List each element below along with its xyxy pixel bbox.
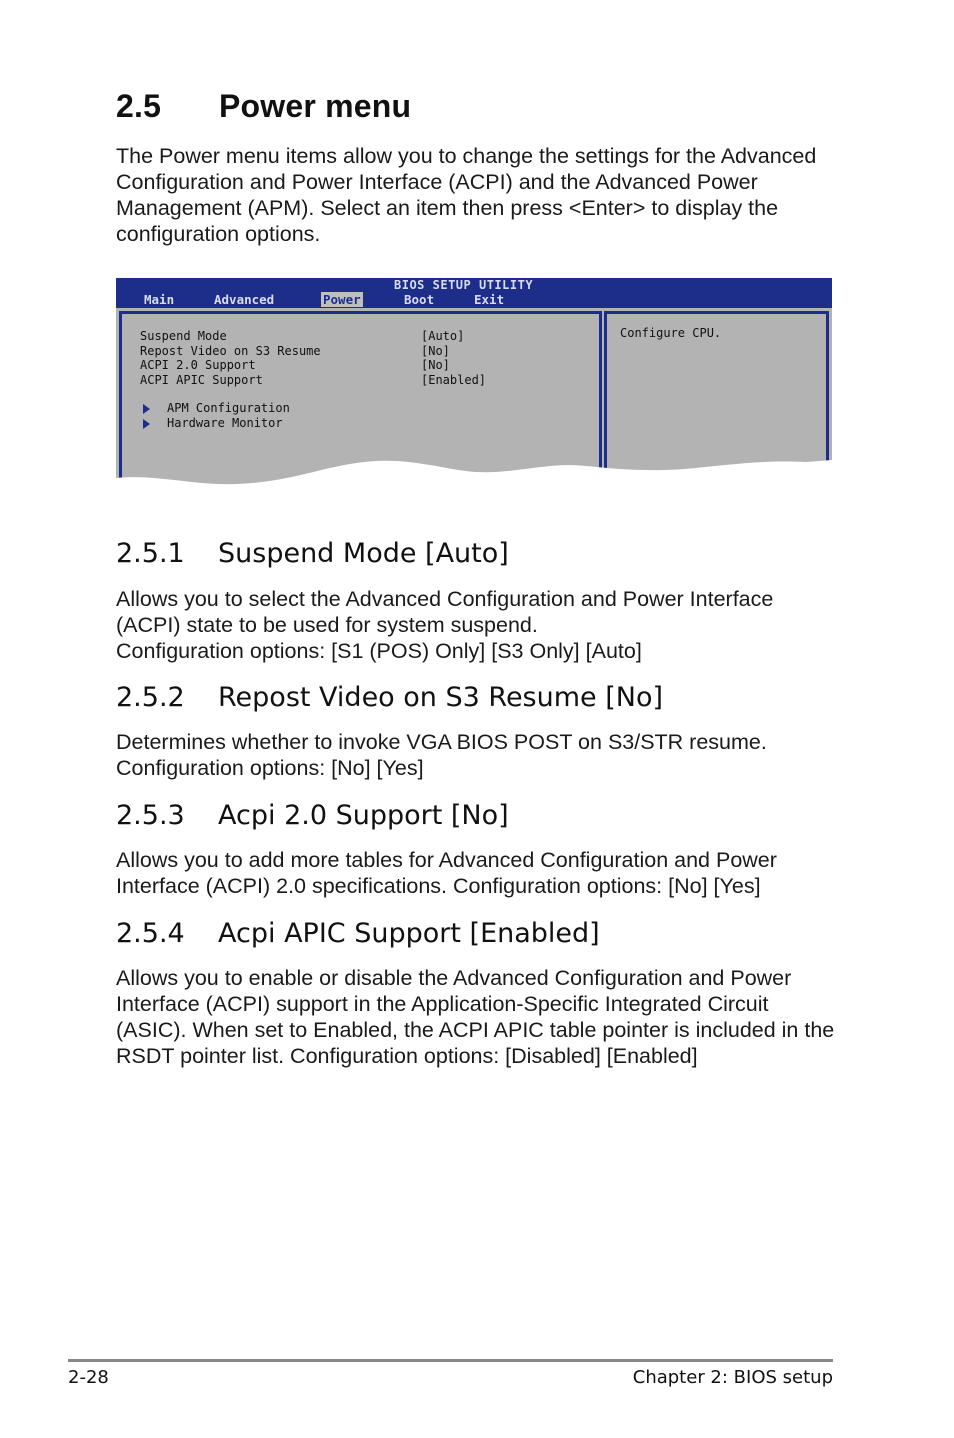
bios-item-label[interactable]: Suspend Mode (140, 329, 227, 343)
subsection-paragraph (116, 847, 836, 899)
paragraph-line: Configuration options: [No] [Yes] (116, 756, 424, 780)
bios-item-value[interactable]: [No] (421, 358, 450, 372)
subsection-heading (116, 800, 509, 831)
bios-tab-exit[interactable]: Exit (474, 292, 505, 307)
page-title (116, 88, 411, 125)
section-number: 2.5 (116, 88, 162, 124)
bios-tab-power[interactable]: Power (323, 292, 361, 307)
subsection-paragraph (116, 729, 836, 781)
subsection-number: 2.5.1 (116, 538, 185, 569)
paragraph-line: (ACPI) state to be used for system suspend. (116, 613, 538, 637)
page-number: 2-28 (68, 1367, 109, 1388)
bios-submenu-apm[interactable]: APM Configuration (167, 401, 290, 415)
bios-item-value[interactable]: [Enabled] (421, 372, 487, 387)
subsection-heading (116, 682, 663, 713)
chapter-label: Chapter 2: BIOS setup (632, 1367, 833, 1388)
intro-line: Configuration and Power Interface (ACPI) and the Advanced Power (116, 170, 758, 194)
paragraph-line: Configuration options: [S1 (POS) Only] [S3 Only] [Auto] (116, 639, 642, 663)
subsection-heading (116, 538, 509, 569)
subsection-paragraph (116, 586, 836, 664)
subsection-title: Acpi APIC Support [Enabled] (218, 918, 600, 949)
subsection-number: 2.5.4 (116, 918, 185, 949)
intro-paragraph (116, 143, 836, 247)
subsection-number: 2.5.2 (116, 682, 185, 713)
bios-item-label[interactable]: ACPI 2.0 Support (140, 358, 256, 372)
bios-help-text: Configure CPU. (620, 326, 722, 340)
paragraph-line: Interface (ACPI) 2.0 specifications. Configuration options: [No] [Yes] (116, 874, 761, 898)
bios-item-label[interactable]: ACPI APIC Support (140, 372, 263, 387)
bios-item-value[interactable]: [No] (421, 343, 450, 358)
submenu-arrow-icon (143, 404, 150, 414)
bios-screenshot (116, 278, 832, 506)
paragraph-line: Interface (ACPI) support in the Application-Specific Integrated Circuit (116, 992, 769, 1016)
footer-divider (68, 1359, 833, 1362)
intro-line: Management (APM). Select an item then press <Enter> to display the (116, 196, 779, 220)
paragraph-line: Allows you to select the Advanced Configuration and Power Interface (116, 587, 774, 611)
subsection-number: 2.5.3 (116, 800, 185, 831)
torn-edge (116, 456, 832, 506)
paragraph-line: (ASIC). When set to Enabled, the ACPI APIC table pointer is included in the (116, 1018, 835, 1042)
bios-tab-boot[interactable]: Boot (404, 292, 435, 307)
bios-item-label[interactable]: Repost Video on S3 Resume (140, 343, 321, 358)
bios-item-value[interactable]: [Auto] (421, 329, 465, 343)
bios-header (116, 278, 832, 308)
bios-tab-main[interactable]: Main (144, 292, 175, 307)
paragraph-line: RSDT pointer list. Configuration options: [Disabled] [Enabled] (116, 1044, 698, 1068)
bios-title: BIOS SETUP UTILITY (394, 278, 534, 292)
paragraph-line: Determines whether to invoke VGA BIOS POST on S3/STR resume. (116, 730, 767, 754)
subsection-title: Suspend Mode [Auto] (218, 538, 509, 569)
paragraph-line: Allows you to add more tables for Advanced Configuration and Power (116, 848, 777, 872)
subsection-title: Acpi 2.0 Support [No] (218, 800, 509, 831)
bios-tab-advanced[interactable]: Advanced (214, 292, 275, 307)
submenu-arrow-icon (143, 419, 150, 429)
section-title: Power menu (219, 88, 412, 124)
subsection-title: Repost Video on S3 Resume [No] (218, 682, 664, 713)
subsection-heading (116, 918, 600, 949)
paragraph-line: Allows you to enable or disable the Advanced Configuration and Power (116, 966, 792, 990)
bios-submenu-hardware-monitor[interactable]: Hardware Monitor (167, 416, 283, 430)
subsection-paragraph (116, 965, 836, 1069)
intro-line: configuration options. (116, 222, 321, 246)
intro-line: The Power menu items allow you to change the settings for the Advanced (116, 144, 817, 168)
